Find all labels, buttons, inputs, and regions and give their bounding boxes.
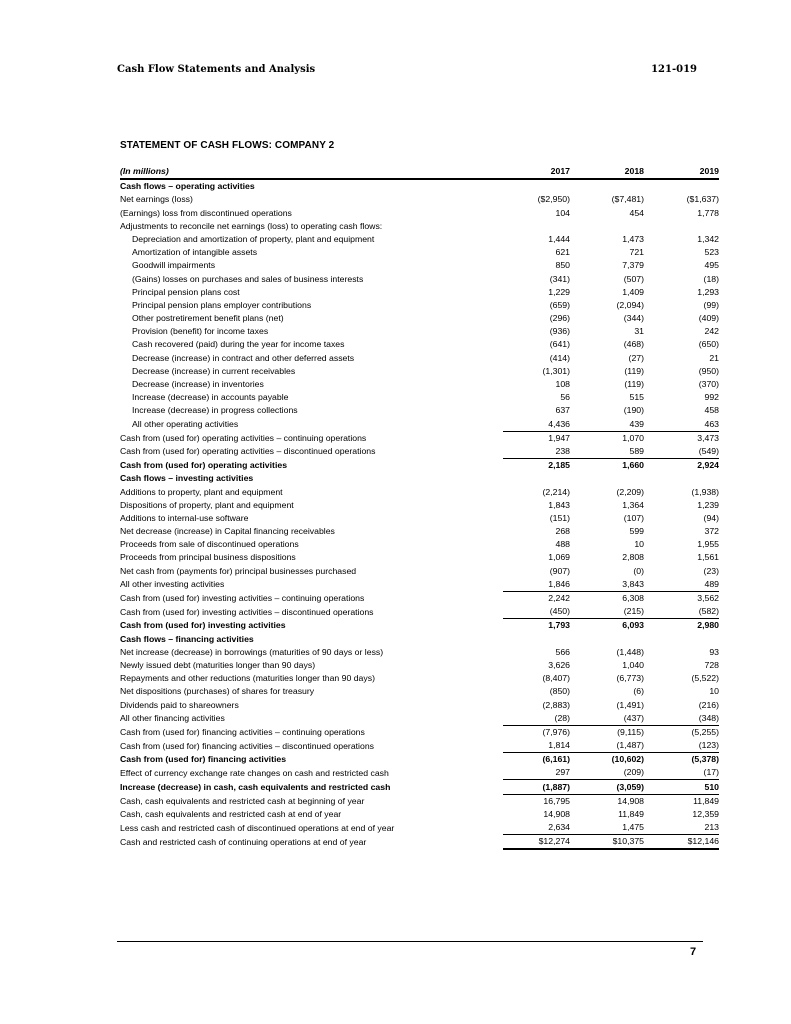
value-2017: (414): [549, 352, 570, 363]
value-2019: 3,562: [697, 593, 719, 603]
value-2017: 14,908: [543, 809, 570, 819]
value-2018: (27): [628, 352, 644, 363]
statement-title: STATEMENT OF CASH FLOWS: COMPANY 2: [120, 140, 335, 151]
value-2018: (10,602): [611, 754, 644, 765]
table-body: [120, 179, 719, 849]
row-label: Cash from (used for) investing activities – discontinued operations: [120, 606, 374, 617]
value-2017: 850: [555, 260, 570, 271]
row-label: Net increase (decrease) in borrowings (maturities of 90 days or less): [120, 646, 384, 657]
table-row: [120, 698, 719, 711]
value-2017: (2,214): [542, 486, 570, 497]
value-2019: (216): [698, 699, 719, 710]
value-2018: (2,209): [616, 486, 644, 497]
value-2019: 10: [709, 686, 719, 697]
value-2018: 6,093: [622, 620, 644, 631]
value-2018: 1,660: [622, 460, 644, 471]
value-2017: 621: [555, 247, 570, 258]
value-2017: (28): [503, 712, 570, 726]
case-number: 121-019: [651, 64, 697, 75]
table-row: [120, 246, 719, 259]
value-2017: 637: [555, 405, 570, 416]
value-2017: 1,069: [548, 552, 570, 563]
table-row: [120, 220, 719, 233]
table-row: [120, 325, 719, 338]
value-2018: (6,773): [616, 673, 644, 684]
value-2018: 721: [629, 247, 644, 258]
value-2017: (850): [549, 686, 570, 697]
row-label: Adjustments to reconcile net earnings (loss) to operating cash flows:: [120, 220, 383, 231]
row-label: Cash from (used for) financing activities: [120, 754, 287, 765]
value-2017: 16,795: [543, 795, 570, 806]
table-row: [120, 338, 719, 351]
value-2017: (6,161): [542, 754, 570, 765]
value-2019: (5,378): [691, 754, 719, 765]
value-2018: 1,364: [622, 499, 644, 510]
table-row: [120, 272, 719, 285]
year-header: 2018: [570, 163, 644, 179]
value-2018: (9,115): [617, 726, 644, 737]
table-row: [120, 739, 719, 753]
value-2017: 2,634: [503, 821, 570, 835]
row-label: Proceeds from principal business dispositions: [120, 552, 296, 563]
row-label: Net earnings (loss): [120, 194, 193, 205]
row-label: All other financing activities: [120, 713, 225, 724]
value-2017: (659): [549, 299, 570, 310]
value-2019: (123): [644, 739, 719, 753]
value-2019: 242: [704, 326, 719, 337]
value-2017: 4,436: [503, 417, 570, 431]
value-2018: 7,379: [622, 260, 644, 271]
value-2018: (119): [624, 379, 644, 389]
table-row: [120, 391, 719, 404]
value-2017: (341): [549, 273, 570, 284]
value-2018: (507): [623, 273, 644, 284]
value-2019: 463: [644, 417, 719, 431]
table-row: [120, 632, 719, 645]
table-row: [120, 525, 719, 538]
table-row: [120, 417, 719, 431]
value-2018: (344): [623, 313, 644, 324]
value-2019: 1,778: [697, 207, 719, 218]
value-2019: 495: [704, 260, 719, 271]
row-label: Decrease (increase) in contract and other deferred assets: [132, 352, 355, 363]
value-2018: 14,908: [617, 795, 644, 806]
value-2017: 2,185: [548, 460, 570, 471]
value-2018: [570, 179, 644, 193]
value-2019: 728: [704, 659, 719, 670]
value-2019: (549): [644, 445, 719, 459]
table-row: [120, 659, 719, 672]
value-2018: (437): [570, 712, 644, 726]
row-label: Decrease (increase) in inventories: [132, 379, 264, 389]
value-2018: 454: [629, 207, 644, 218]
table-row: [120, 753, 719, 767]
value-2017: (936): [549, 326, 570, 337]
value-2019: 12,359: [692, 809, 719, 819]
table-row: [120, 605, 719, 619]
value-2017: 1,846: [503, 578, 570, 592]
row-label: Cash, cash equivalents and restricted cash at end of year: [120, 809, 342, 819]
table-row: [120, 365, 719, 378]
page-header: [117, 64, 697, 80]
row-label: Increase (decrease) in accounts payable: [132, 392, 289, 403]
value-2019: 489: [644, 578, 719, 592]
row-label: Principal pension plans employer contributions: [132, 299, 312, 310]
page-number: 7: [690, 946, 697, 958]
value-2018: 11,849: [618, 809, 644, 819]
value-2019: (650): [698, 339, 719, 350]
value-2018: 3,843: [570, 578, 644, 592]
value-2019: [644, 472, 719, 485]
table-row: [120, 821, 719, 835]
value-2018: (468): [623, 339, 644, 350]
row-label: Cash and restricted cash of continuing operations at end of year: [120, 837, 367, 848]
table-row: [120, 591, 719, 605]
value-2018: [570, 472, 644, 485]
value-2017: 1,814: [503, 739, 570, 753]
value-2018: ($7,481): [611, 194, 644, 205]
year-header: 2019: [644, 163, 719, 179]
value-2017: (2,883): [542, 699, 570, 710]
value-2017: 238: [503, 445, 570, 459]
value-2018: 31: [634, 326, 644, 337]
value-2018: (1,487): [570, 739, 644, 753]
value-2018: (190): [623, 405, 644, 416]
value-2017: (8,407): [542, 673, 570, 684]
row-label: Cash flows – investing activities: [120, 473, 254, 484]
row-label: Cash from (used for) investing activities: [120, 620, 286, 631]
value-2018: 6,308: [622, 593, 644, 603]
unit-label: (In millions): [120, 163, 503, 179]
table-row: [120, 485, 719, 498]
value-2017: 1,843: [548, 499, 570, 510]
table-row: [120, 780, 719, 794]
value-2019: 11,849: [693, 795, 719, 806]
value-2017: (151): [549, 512, 570, 523]
table-row: [120, 259, 719, 272]
value-2018: [570, 220, 644, 233]
table-row: [120, 499, 719, 512]
value-2017: 488: [555, 539, 570, 550]
document-title: Cash Flow Statements and Analysis: [117, 64, 316, 75]
value-2019: [644, 632, 719, 645]
value-2019: 1,342: [697, 233, 719, 244]
row-label: (Gains) losses on purchases and sales of business interests: [132, 273, 364, 284]
value-2019: $12,146: [644, 835, 719, 850]
row-label: Repayments and other reductions (maturities longer than 90 days): [120, 673, 375, 684]
row-label: Cash from (used for) financing activities – continuing operations: [120, 726, 365, 737]
table-row: [120, 578, 719, 592]
year-header: 2017: [503, 163, 570, 179]
table-row: [120, 725, 719, 739]
value-2019: 523: [704, 247, 719, 258]
table-row: [120, 179, 719, 193]
row-label: Cash flows – operating activities: [120, 181, 255, 192]
value-2019: 1,293: [697, 286, 719, 297]
table-row: [120, 206, 719, 219]
row-label: Effect of currency exchange rate changes on cash and restricted cash: [120, 767, 389, 778]
row-label: Net dispositions (purchases) of shares for treasury: [120, 686, 315, 697]
table-row: [120, 808, 719, 821]
value-2018: (3,059): [570, 780, 644, 794]
value-2017: (450): [503, 605, 570, 619]
value-2019: ($1,637): [686, 194, 719, 205]
row-label: Additions to internal-use software: [120, 512, 249, 523]
value-2019: 992: [704, 392, 719, 403]
value-2019: (1,938): [691, 486, 719, 497]
row-label: Dispositions of property, plant and equipment: [120, 499, 294, 510]
table-row: [120, 404, 719, 417]
table-row: [120, 193, 719, 206]
footer-rule: [117, 941, 703, 942]
value-2018: 589: [570, 445, 644, 459]
value-2017: (7,976): [542, 726, 570, 737]
table-row: [120, 445, 719, 459]
value-2018: 439: [570, 417, 644, 431]
value-2017: 56: [560, 392, 570, 403]
table-row: [120, 685, 719, 698]
value-2017: 1,947: [548, 432, 570, 443]
table-row: [120, 351, 719, 364]
row-label: Net cash from (payments for) principal businesses purchased: [120, 565, 357, 576]
value-2019: (582): [644, 605, 719, 619]
row-label: All other operating activities: [132, 419, 239, 430]
value-2019: (5,255): [691, 726, 719, 737]
value-2017: (1,887): [503, 780, 570, 794]
table-row: [120, 431, 719, 445]
value-2019: 458: [704, 405, 719, 416]
value-2017: [503, 632, 570, 645]
row-label: Cash from (used for) financing activities – discontinued operations: [120, 740, 374, 751]
row-label: Cash from (used for) operating activities: [120, 460, 288, 471]
row-label: Newly issued debt (maturities longer than 90 days): [120, 659, 316, 670]
table-row: [120, 835, 719, 850]
value-2019: 510: [644, 780, 719, 794]
value-2018: 1,475: [570, 821, 644, 835]
value-2019: [644, 220, 719, 233]
value-2018: (1,448): [616, 646, 644, 657]
value-2019: (94): [703, 512, 719, 523]
value-2018: $10,375: [570, 835, 644, 850]
table-row: [120, 458, 719, 472]
row-label: Increase (decrease) in cash, cash equivalents and restricted cash: [120, 782, 391, 793]
value-2017: 268: [555, 526, 570, 537]
value-2018: 1,409: [622, 286, 644, 297]
row-label: Depreciation and amortization of property, plant and equipment: [132, 233, 375, 244]
value-2017: 297: [503, 766, 570, 780]
row-label: Proceeds from sale of discontinued operations: [120, 539, 299, 550]
value-2019: (950): [698, 365, 719, 376]
table-row: [120, 286, 719, 299]
row-label: Principal pension plans cost: [132, 286, 240, 297]
value-2019: 213: [644, 821, 719, 835]
value-2018: (107): [623, 512, 644, 523]
row-label: Cash flows – financing activities: [120, 633, 254, 644]
value-2018: 1,070: [622, 432, 644, 443]
row-label: (Earnings) loss from discontinued operations: [120, 207, 292, 218]
row-label: Net decrease (increase) in Capital financing receivables: [120, 526, 335, 537]
value-2017: 1,793: [548, 620, 570, 631]
table-row: [120, 512, 719, 525]
table-row: [120, 312, 719, 325]
value-2018: 1,473: [622, 233, 644, 244]
value-2018: (215): [570, 605, 644, 619]
value-2018: (0): [633, 565, 644, 576]
value-2017: 3,626: [548, 659, 570, 670]
value-2017: 1,229: [548, 286, 570, 297]
value-2019: 2,924: [697, 460, 719, 471]
table-row: [120, 712, 719, 726]
value-2019: 2,980: [697, 620, 719, 631]
cash-flow-table: [120, 163, 719, 850]
table-row: [120, 551, 719, 564]
value-2019: 3,473: [697, 432, 719, 443]
value-2018: (2,094): [616, 299, 644, 310]
value-2019: (348): [644, 712, 719, 726]
row-label: Cash from (used for) operating activities – continuing operations: [120, 432, 367, 443]
value-2017: [503, 179, 570, 193]
value-2017: 566: [555, 646, 570, 657]
value-2018: (1,491): [616, 699, 644, 710]
table-row: [120, 538, 719, 551]
value-2017: 2,242: [548, 593, 570, 603]
table-row: [120, 794, 719, 808]
value-2019: 1,239: [697, 499, 719, 510]
value-2019: (17): [644, 766, 719, 780]
table-header-row: [120, 163, 719, 179]
value-2018: (119): [624, 365, 644, 376]
value-2018: 2,808: [622, 552, 644, 563]
value-2019: [644, 179, 719, 193]
value-2019: (409): [698, 313, 719, 324]
value-2017: [503, 220, 570, 233]
value-2017: [503, 472, 570, 485]
value-2019: 1,561: [697, 552, 719, 563]
value-2019: 372: [704, 526, 719, 537]
row-label: Cash from (used for) investing activities – continuing operations: [120, 593, 365, 603]
row-label: Amortization of intangible assets: [132, 247, 258, 258]
row-label: Cash from (used for) operating activities – discontinued operations: [120, 446, 376, 457]
table-row: [120, 672, 719, 685]
value-2019: (23): [703, 565, 719, 576]
table-row: [120, 472, 719, 485]
value-2017: (907): [549, 565, 570, 576]
table-row: [120, 646, 719, 659]
table-row: [120, 766, 719, 780]
value-2018: (6): [633, 686, 644, 697]
row-label: Additions to property, plant and equipment: [120, 486, 283, 497]
row-label: Less cash and restricted cash of discontinued operations at end of year: [120, 822, 395, 833]
value-2017: 108: [555, 379, 570, 389]
row-label: Cash, cash equivalents and restricted cash at beginning of year: [120, 795, 365, 806]
row-label: Provision (benefit) for income taxes: [132, 326, 269, 337]
value-2017: ($2,950): [537, 194, 570, 205]
table-row: [120, 233, 719, 246]
table-row: [120, 299, 719, 312]
value-2017: $12,274: [503, 835, 570, 850]
value-2017: (1,301): [542, 365, 570, 376]
row-label: Decrease (increase) in current receivables: [132, 365, 296, 376]
value-2018: 10: [634, 539, 644, 550]
value-2018: [570, 632, 644, 645]
value-2019: 21: [709, 352, 719, 363]
value-2019: 93: [709, 646, 719, 657]
row-label: Dividends paid to shareowners: [120, 699, 239, 710]
table-row: [120, 378, 719, 391]
value-2017: 104: [555, 207, 570, 218]
value-2018: 1,040: [622, 659, 644, 670]
row-label: All other investing activities: [120, 579, 225, 590]
row-label: Increase (decrease) in progress collections: [132, 405, 298, 416]
value-2019: (99): [703, 299, 719, 310]
row-label: Goodwill impairments: [132, 260, 216, 271]
value-2019: 1,955: [697, 539, 719, 550]
row-label: Cash recovered (paid) during the year for income taxes: [132, 339, 345, 350]
value-2018: 599: [629, 526, 644, 537]
table-row: [120, 619, 719, 633]
value-2017: 1,444: [548, 233, 570, 244]
value-2017: (296): [549, 313, 570, 324]
table-row: [120, 564, 719, 577]
value-2019: (5,522): [691, 673, 719, 684]
value-2018: 515: [629, 392, 644, 403]
value-2019: (370): [698, 379, 719, 389]
row-label: Other postretirement benefit plans (net): [132, 313, 284, 324]
value-2019: (18): [703, 273, 719, 284]
value-2017: (641): [549, 339, 570, 350]
value-2018: (209): [570, 766, 644, 780]
